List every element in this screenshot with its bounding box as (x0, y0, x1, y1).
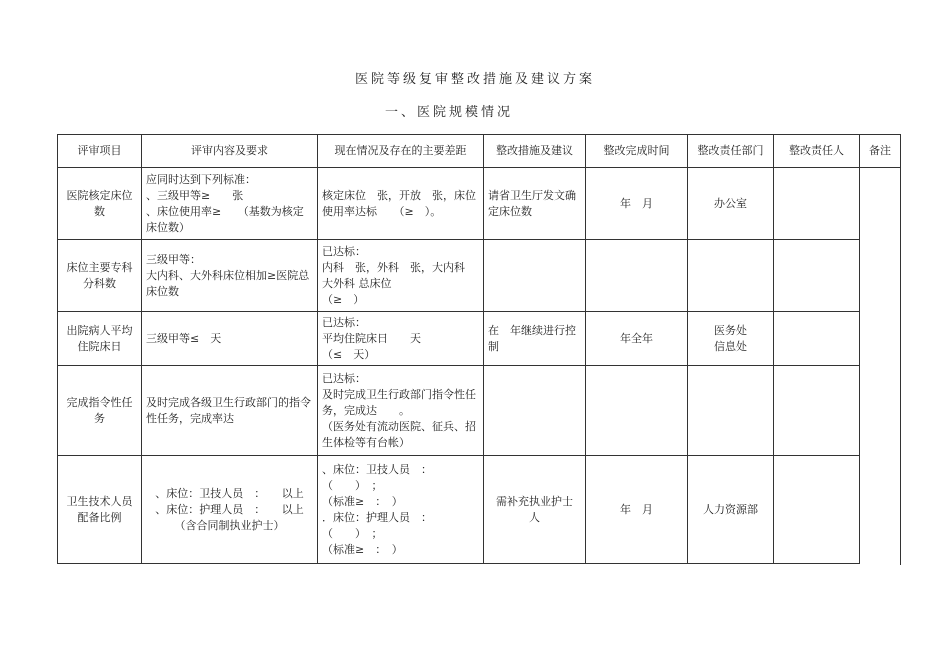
cell-dept (688, 366, 774, 456)
table-right-border (900, 134, 901, 565)
table-row (58, 240, 901, 312)
cell-item: 出院病人平均住院床日 (58, 312, 142, 366)
document-title: 医院等级复审整改措施及建议方案 (354, 72, 595, 87)
cell-person (774, 240, 860, 312)
section-title: 一、医院规模情况 (385, 105, 514, 120)
cell-dept: 人力资源部 (688, 456, 774, 564)
header-time: 整改完成时间 (586, 135, 688, 168)
header-person: 整改责任人 (774, 135, 860, 168)
header-dept: 整改责任部门 (688, 135, 774, 168)
cell-status: 已达标： 内科 张，外科 张，大内科 大外科 总床位 （≥ ） (318, 240, 484, 312)
cell-requirement: 、床位：卫技人员 ： 以上 、床位：护理人员 ： 以上 （含合同制执业护士） (142, 456, 318, 564)
cell-measure: 需补充执业护士 人 (484, 456, 586, 564)
header-item: 评审项目 (58, 135, 142, 168)
cell-status: 已达标： 及时完成卫生行政部门指令性任务，完成达 。 （医务处有流动医院、征兵、招生体检等有台帐） (318, 366, 484, 456)
cell-time: 年 月 (586, 456, 688, 564)
cell-measure (484, 240, 586, 312)
cell-item: 医院核定床位数 (58, 168, 142, 240)
cell-person (774, 168, 860, 240)
cell-status: 、床位：卫技人员 ： （ ） ； （标准≥ ： ） ．床位：护理人员 ： （ ） ； （标准≥ ： ） (318, 456, 484, 564)
table-row (58, 168, 901, 240)
cell-measure: 请省卫生厅发文确定床位数 (484, 168, 586, 240)
cell-note (860, 168, 901, 240)
cell-requirement: 及时完成各级卫生行政部门的指令性任务，完成率达 (142, 366, 318, 456)
table-row (58, 312, 901, 366)
cell-time (586, 366, 688, 456)
cell-time: 年全年 (586, 312, 688, 366)
cell-measure: 在 年继续进行控制 (484, 312, 586, 366)
cell-item: 床位主要专科分科数 (58, 240, 142, 312)
cell-dept (688, 240, 774, 312)
cell-requirement: 应同时达到下列标准： 、三级甲等≥ 张 、床位使用率≥ （基数为核定床位数） (142, 168, 318, 240)
cell-measure (484, 366, 586, 456)
table-row (58, 366, 901, 456)
rectification-table (57, 134, 901, 564)
header-note: 备注 (860, 135, 901, 168)
cell-status: 核定床位 张，开放 张，床位使用率达标 （≥ ）。 (318, 168, 484, 240)
cell-person (774, 312, 860, 366)
cell-note (860, 312, 901, 366)
header-requirement: 评审内容及要求 (142, 135, 318, 168)
cell-note (860, 366, 901, 456)
cell-item: 完成指令性任务 (58, 366, 142, 456)
cell-dept: 医务处 信息处 (688, 312, 774, 366)
cell-dept: 办公室 (688, 168, 774, 240)
cell-time: 年 月 (586, 168, 688, 240)
header-measure: 整改措施及建议 (484, 135, 586, 168)
table-header-row (58, 135, 901, 168)
cell-person (774, 456, 860, 564)
cell-requirement: 三级甲等： 大内科、大外科床位相加≥医院总床位数 (142, 240, 318, 312)
table-row (58, 456, 901, 564)
cell-time (586, 240, 688, 312)
cell-status: 已达标： 平均住院床日 天 （≤ 天） (318, 312, 484, 366)
cell-requirement: 三级甲等≤ 天 (142, 312, 318, 366)
cell-item: 卫生技术人员配备比例 (58, 456, 142, 564)
cell-person (774, 366, 860, 456)
header-status: 现在情况及存在的主要差距 (318, 135, 484, 168)
cell-note (860, 456, 901, 564)
cell-note (860, 240, 901, 312)
